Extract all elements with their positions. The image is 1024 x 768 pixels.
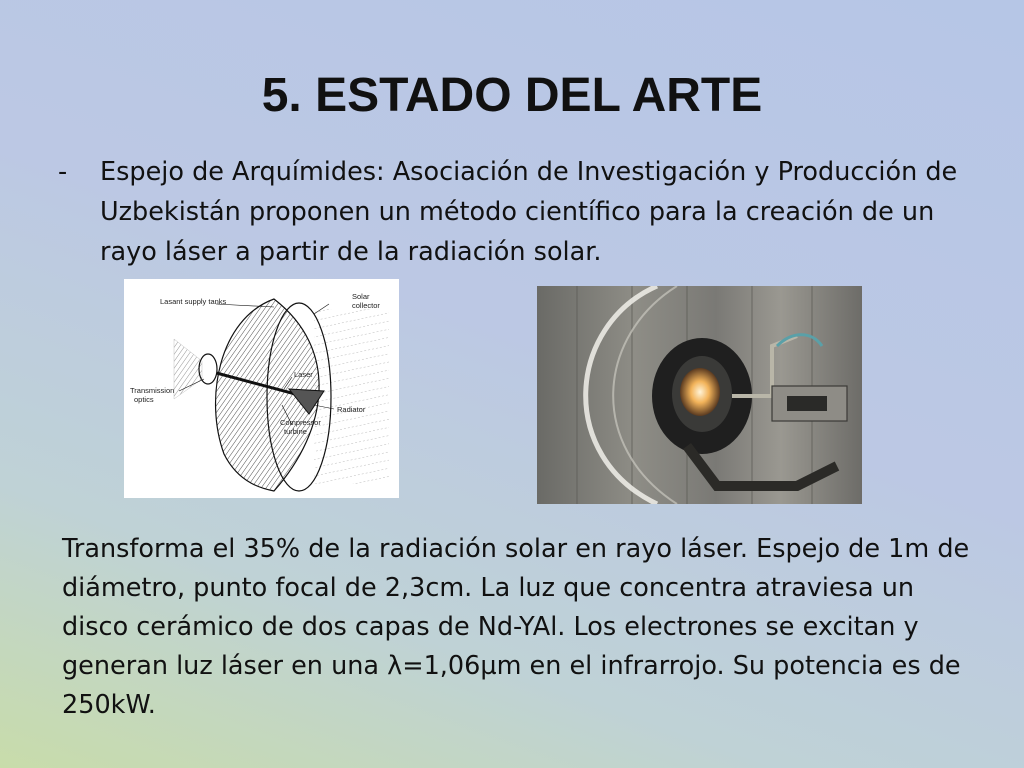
label-radiator: Radiator bbox=[337, 405, 366, 414]
slide-title: 5. ESTADO DEL ARTE bbox=[261, 69, 763, 122]
label-collector-2: collector bbox=[352, 301, 380, 310]
output-beam bbox=[174, 339, 202, 399]
label-optics-1: Transmission bbox=[130, 386, 175, 395]
label-compressor-2: turbine bbox=[284, 427, 307, 436]
diagram-drawing bbox=[124, 279, 399, 498]
bullet-marker: - bbox=[58, 157, 68, 187]
label-laser: Laser bbox=[294, 370, 313, 379]
label-collector-1: Solar bbox=[352, 292, 370, 301]
photo-drawing bbox=[537, 286, 862, 504]
bullet-text: Espejo de Arquímides: Asociación de Investigación y Producción de Uzbekistán proponen un método científico para la creación de un rayo láser a partir de la radiación solar. bbox=[100, 157, 958, 267]
coolant-tube bbox=[777, 335, 822, 346]
sun-rays bbox=[314, 309, 389, 484]
label-optics-2: optics bbox=[134, 395, 154, 404]
glowing-core bbox=[680, 368, 720, 416]
solar-laser-diagram bbox=[124, 279, 399, 498]
label-compressor-1: Compressor bbox=[280, 418, 321, 427]
description-paragraph: Transforma el 35% de la radiación solar en rayo láser. Espejo de 1m de diámetro, punto focal de 2,3cm. La luz que concentra atraviesa un disco cerámico de dos capas de Nd-YAl. Los electrones se excitan y generan luz láser en una λ=1,06µm en el infrarrojo. Su potencia es de 250kW. bbox=[62, 534, 970, 720]
label-tanks: Lasant supply tanks bbox=[160, 297, 227, 306]
laser-apparatus-photo bbox=[537, 286, 862, 504]
reflective-arc bbox=[586, 286, 657, 504]
bullet-item bbox=[58, 152, 978, 272]
